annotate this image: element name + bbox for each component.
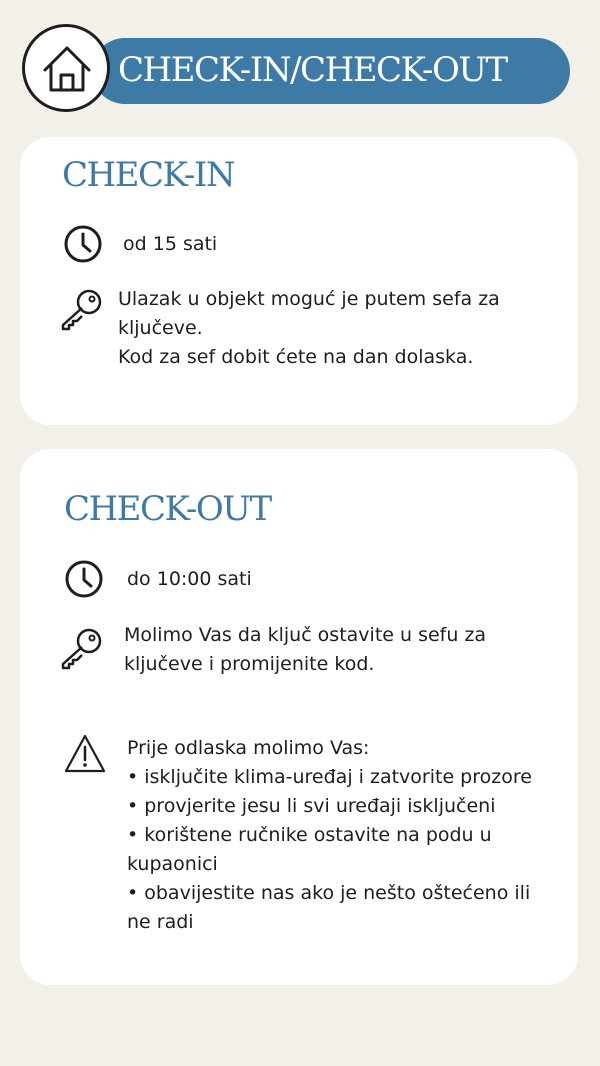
list-item: • provjerite jesu li svi uređaji isključeni (127, 795, 496, 817)
list-item: • isključite klima-uređaj i zatvorite prozore (127, 766, 532, 788)
page-title: CHECK-IN/CHECK-OUT (118, 50, 507, 90)
checkout-card (20, 449, 578, 985)
clock-icon (63, 224, 103, 264)
checkout-instructions (127, 734, 532, 937)
list-item: • obavijestite nas ako je nešto oštećeno ili (127, 882, 531, 904)
checkin-card (20, 137, 578, 425)
warning-icon (64, 733, 106, 775)
text-line: Ulazak u objekt moguć je putem sefa za (118, 288, 500, 310)
checkout-key-text (124, 621, 486, 679)
checkout-time: do 10:00 sati (127, 568, 252, 590)
clock-icon (64, 559, 104, 599)
key-icon (60, 628, 102, 670)
checkout-title: CHECK-OUT (64, 489, 271, 529)
list-item: ne radi (127, 911, 194, 933)
checkin-key-text (118, 285, 500, 372)
home-icon (39, 41, 95, 97)
checkin-title: CHECK-IN (62, 155, 235, 195)
list-heading: Prije odlaska molimo Vas: (127, 737, 370, 759)
list-item: kupaonici (127, 853, 218, 875)
text-line: ključeve. (118, 317, 203, 339)
list-item: • korištene ručnike ostavite na podu u (127, 824, 492, 846)
text-line: ključeve i promijenite kod. (124, 653, 375, 675)
text-line: Kod za sef dobit ćete na dan dolaska. (118, 346, 474, 368)
checkin-time: od 15 sati (123, 233, 218, 255)
key-icon (60, 289, 102, 331)
text-line: Molimo Vas da ključ ostavite u sefu za (124, 624, 487, 646)
home-badge (22, 24, 110, 112)
